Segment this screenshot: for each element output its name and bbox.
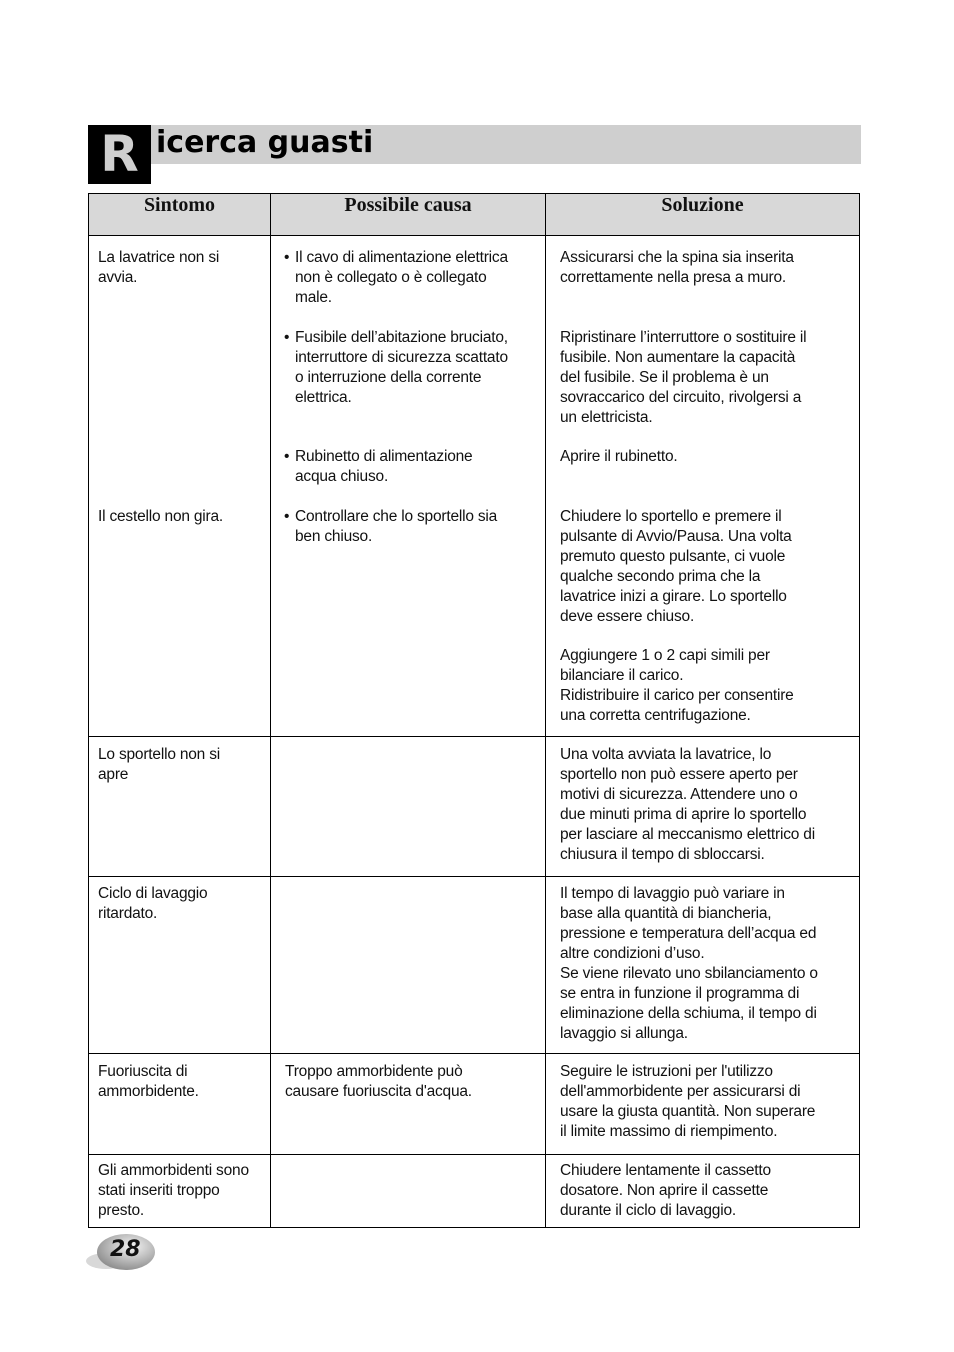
- cause: Troppo ammorbidente può causare fuoriuscita d'acqua.: [285, 1063, 472, 1100]
- bullet: •: [284, 508, 290, 525]
- page-number: 28: [110, 1237, 141, 1262]
- symptom-cell: [89, 1155, 271, 1228]
- solution-cell: [546, 737, 860, 877]
- table-header: [89, 194, 860, 236]
- cause-text: Controllare che lo sportello sia ben chiuso.: [295, 508, 498, 545]
- solution: Una volta avviata la lavatrice, lo sportello non può essere aperto per motivi di sicurezza. Attendere uno o due minuti prima di aprire lo sportello per lasciare al meccanismo elettrico di chiusura il tempo di sbloccarsi.: [560, 746, 815, 863]
- bullet: •: [284, 448, 290, 465]
- solution-cell: [546, 1054, 860, 1155]
- table-row: [89, 737, 860, 877]
- symptom-cell: [89, 236, 271, 737]
- table-row: [89, 1155, 860, 1228]
- symptom: Ciclo di lavaggio ritardato.: [98, 885, 208, 922]
- solution: Aggiungere 1 o 2 capi simili per bilanciare il carico. Ridistribuire il carico per consentire una corretta centrifugazione.: [560, 647, 794, 724]
- cause-cell: [271, 1155, 546, 1228]
- solution: Il tempo di lavaggio può variare in base alla quantità di biancheria, pressione e temperatura dell’acqua ed altre condizioni d’uso. Se viene rilevato uno sbilanciamento o se entra in funzione il programma di eliminazione della schiuma, il tempo di lavaggio si allunga.: [560, 885, 818, 1042]
- cause: [284, 248, 508, 308]
- symptom: La lavatrice non si avvia.: [98, 249, 220, 286]
- cause: [284, 447, 472, 487]
- symptom: Fuoriuscita di ammorbidente.: [98, 1063, 199, 1100]
- solution: Ripristinare l’interruttore o sostituire il fusibile. Non aumentare la capacità del fusibile. Se il problema è un sovraccarico del circuito, rivolgersi a un elettricista.: [560, 329, 807, 426]
- solution-cell: [546, 877, 860, 1054]
- cause-text: Il cavo di alimentazione elettrica non è collegato o è collegato male.: [295, 249, 508, 306]
- table-row: [89, 236, 860, 737]
- solution-cell: [546, 1155, 860, 1228]
- bullet: •: [284, 329, 290, 346]
- header-causa: Possibile causa: [271, 194, 546, 236]
- symptom: Il cestello non gira.: [98, 508, 224, 525]
- solution: Chiudere lo sportello e premere il pulsante di Avvio/Pausa. Una volta premuto questo pulsante, ci vuole qualche secondo prima che la lavatrice inizi a girare. Lo sportello deve essere chiuso.: [560, 508, 792, 625]
- solution: Chiudere lentamente il cassetto dosatore. Non aprire il cassette durante il ciclo di lavaggio.: [560, 1162, 771, 1219]
- cause: [284, 328, 508, 408]
- cause-text: Fusibile dell’abitazione bruciato, interruttore di sicurezza scattato o interruzione della corrente elettrica.: [295, 329, 508, 406]
- solution: Aprire il rubinetto.: [560, 448, 678, 465]
- bullet: •: [284, 249, 290, 266]
- solution: Seguire le istruzioni per l'utilizzo dell'ammorbidente per assicurarsi di usare la giusta quantità. Non superare il limite massimo di riempimento.: [560, 1063, 816, 1140]
- header-soluzione: Soluzione: [546, 194, 860, 236]
- page-title: icerca guasti: [156, 125, 374, 160]
- symptom: Lo sportello non si apre: [98, 746, 221, 783]
- symptom: Gli ammorbidenti sono stati inseriti troppo presto.: [98, 1162, 249, 1219]
- cause-cell: [271, 236, 546, 737]
- cause: [284, 507, 497, 547]
- header-sintomo: Sintomo: [89, 194, 271, 236]
- solution-cell: [546, 236, 860, 737]
- symptom-cell: [89, 737, 271, 877]
- cause-cell: [271, 1054, 546, 1155]
- symptom-cell: [89, 1054, 271, 1155]
- cause-cell: [271, 877, 546, 1054]
- symptom-cell: [89, 877, 271, 1054]
- cause-cell: [271, 737, 546, 877]
- table-row: [89, 1054, 860, 1155]
- table-row: [89, 877, 860, 1054]
- cause-text: Rubinetto di alimentazione acqua chiuso.: [295, 448, 473, 485]
- troubleshooting-table: [88, 193, 860, 1228]
- title-initial: R: [88, 125, 151, 184]
- solution: Assicurarsi che la spina sia inserita correttamente nella presa a muro.: [560, 249, 794, 286]
